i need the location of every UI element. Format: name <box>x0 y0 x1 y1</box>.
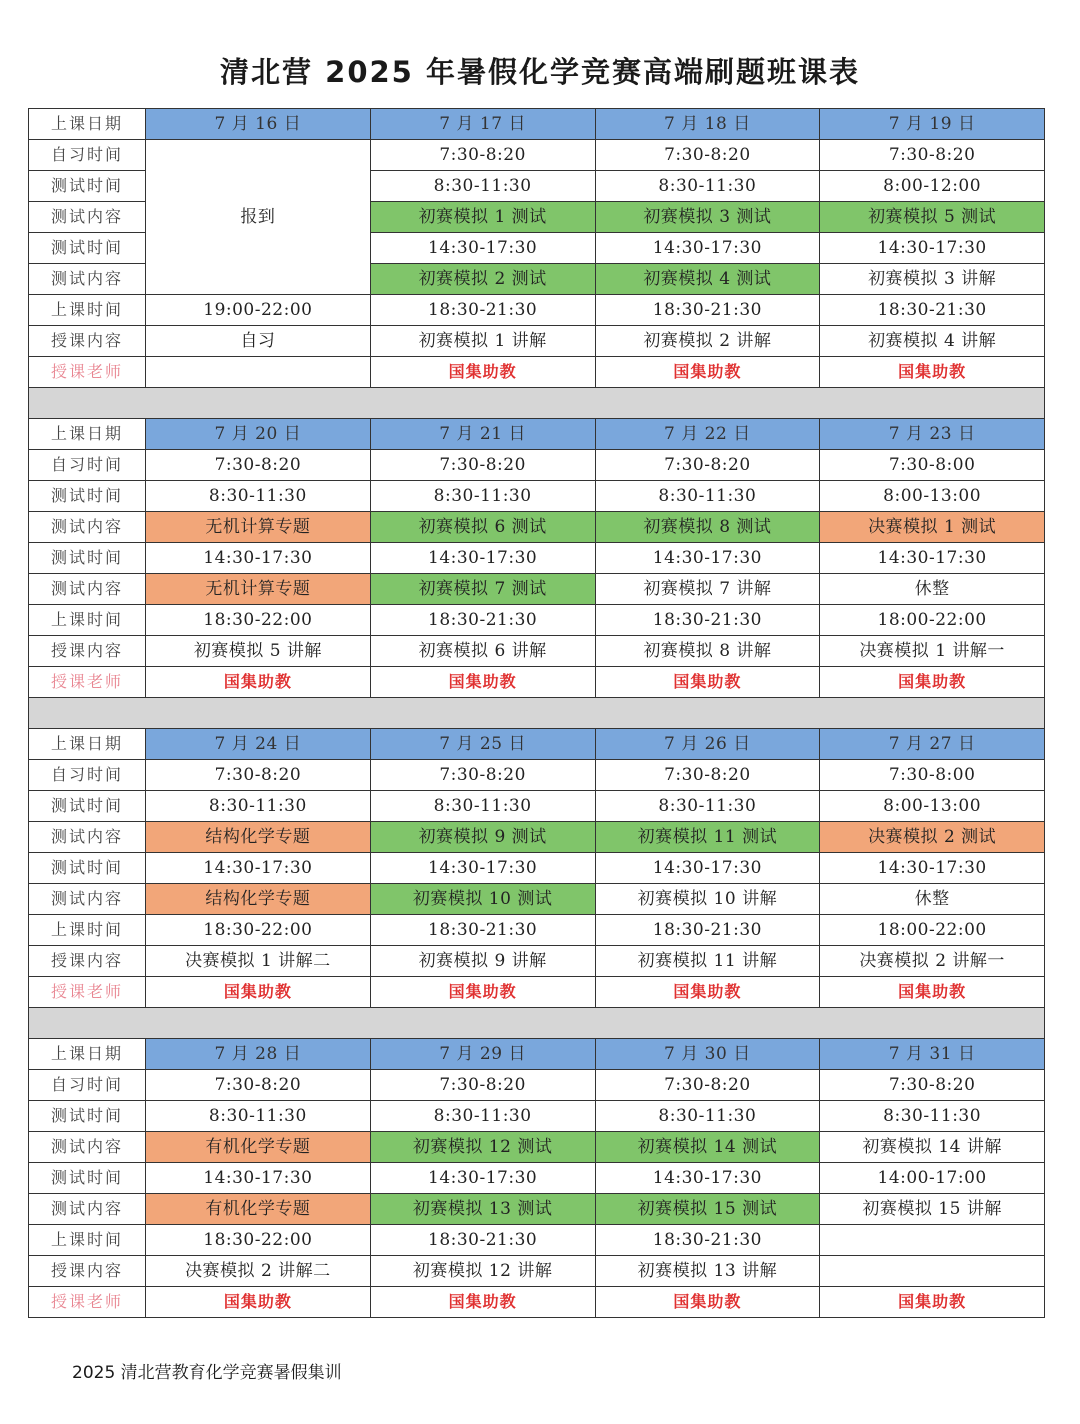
row-label: 测试时间 <box>29 171 146 202</box>
schedule-row <box>29 853 1045 884</box>
row-label: 测试内容 <box>29 264 146 295</box>
schedule-cell: 18:30-21:30 <box>820 295 1045 326</box>
row-label: 测试时间 <box>29 543 146 574</box>
teacher-cell: 国集助教 <box>146 667 371 698</box>
schedule-cell: 8:00-13:00 <box>820 791 1045 822</box>
schedule-cell: 8:30-11:30 <box>146 791 371 822</box>
row-label: 自习时间 <box>29 760 146 791</box>
schedule-row <box>29 543 1045 574</box>
schedule-cell: 初赛模拟 13 讲解 <box>595 1256 820 1287</box>
schedule-cell: 有机化学专题 <box>146 1132 371 1163</box>
schedule-cell: 初赛模拟 12 测试 <box>370 1132 595 1163</box>
row-label: 上课时间 <box>29 295 146 326</box>
schedule-cell: 14:00-17:00 <box>820 1163 1045 1194</box>
schedule-cell: 初赛模拟 15 测试 <box>595 1194 820 1225</box>
schedule-cell: 14:30-17:30 <box>820 233 1045 264</box>
teacher-cell: 国集助教 <box>820 977 1045 1008</box>
schedule-cell: 7:30-8:20 <box>370 450 595 481</box>
date-header: 7 月 24 日 <box>146 729 371 760</box>
row-label: 测试内容 <box>29 202 146 233</box>
row-label: 上课日期 <box>29 1039 146 1070</box>
teacher-cell: 国集助教 <box>370 357 595 388</box>
schedule-cell: 初赛模拟 10 测试 <box>370 884 595 915</box>
date-header: 7 月 16 日 <box>146 109 371 140</box>
schedule-row <box>29 822 1045 853</box>
schedule-cell: 18:30-22:00 <box>146 1225 371 1256</box>
schedule-row <box>29 915 1045 946</box>
teacher-cell: 国集助教 <box>820 357 1045 388</box>
date-header: 7 月 27 日 <box>820 729 1045 760</box>
schedule-cell: 7:30-8:20 <box>146 760 371 791</box>
date-header: 7 月 20 日 <box>146 419 371 450</box>
schedule-cell: 初赛模拟 3 讲解 <box>820 264 1045 295</box>
date-header: 7 月 19 日 <box>820 109 1045 140</box>
row-label: 授课老师 <box>29 977 146 1008</box>
schedule-cell: 14:30-17:30 <box>595 543 820 574</box>
schedule-cell: 决赛模拟 1 测试 <box>820 512 1045 543</box>
week-separator <box>29 698 1045 729</box>
schedule-cell: 休整 <box>820 574 1045 605</box>
schedule-cell: 19:00-22:00 <box>146 295 371 326</box>
teacher-cell: 国集助教 <box>820 1287 1045 1318</box>
schedule-cell: 14:30-17:30 <box>370 233 595 264</box>
schedule-cell: 18:30-21:30 <box>595 915 820 946</box>
schedule-row <box>29 1101 1045 1132</box>
row-label: 授课老师 <box>29 357 146 388</box>
footer-text: 2025 清北营教育化学竞赛暑假集训 <box>72 1363 342 1383</box>
schedule-cell: 7:30-8:20 <box>595 1070 820 1101</box>
schedule-cell: 8:30-11:30 <box>820 1101 1045 1132</box>
row-label: 测试时间 <box>29 853 146 884</box>
schedule-cell: 18:30-21:30 <box>370 605 595 636</box>
schedule-row <box>29 1132 1045 1163</box>
schedule-cell: 初赛模拟 5 讲解 <box>146 636 371 667</box>
row-label: 自习时间 <box>29 450 146 481</box>
schedule-cell: 结构化学专题 <box>146 884 371 915</box>
schedule-cell: 8:30-11:30 <box>595 171 820 202</box>
schedule-cell: 决赛模拟 1 讲解二 <box>146 946 371 977</box>
date-row <box>29 109 1045 140</box>
schedule-cell: 初赛模拟 1 测试 <box>370 202 595 233</box>
schedule-cell: 初赛模拟 13 测试 <box>370 1194 595 1225</box>
schedule-cell: 7:30-8:20 <box>595 760 820 791</box>
schedule-cell: 18:30-21:30 <box>370 295 595 326</box>
schedule-cell: 有机化学专题 <box>146 1194 371 1225</box>
row-label: 测试时间 <box>29 1163 146 1194</box>
schedule-cell: 8:30-11:30 <box>146 1101 371 1132</box>
row-label: 上课日期 <box>29 729 146 760</box>
schedule-row <box>29 605 1045 636</box>
schedule-cell: 7:30-8:20 <box>820 140 1045 171</box>
schedule-row <box>29 481 1045 512</box>
schedule-row <box>29 140 1045 171</box>
row-label: 授课内容 <box>29 636 146 667</box>
schedule-cell: 初赛模拟 14 讲解 <box>820 1132 1045 1163</box>
schedule-cell: 18:30-22:00 <box>146 605 371 636</box>
schedule-row <box>29 1070 1045 1101</box>
schedule-row <box>29 1163 1045 1194</box>
schedule-cell: 7:30-8:20 <box>370 760 595 791</box>
schedule-cell: 决赛模拟 2 讲解二 <box>146 1256 371 1287</box>
schedule-cell: 14:30-17:30 <box>146 853 371 884</box>
schedule-cell: 初赛模拟 2 讲解 <box>595 326 820 357</box>
row-label: 自习时间 <box>29 140 146 171</box>
row-label: 测试时间 <box>29 791 146 822</box>
row-label: 测试时间 <box>29 233 146 264</box>
date-header: 7 月 21 日 <box>370 419 595 450</box>
schedule-row <box>29 667 1045 698</box>
schedule-cell: 自习 <box>146 326 371 357</box>
schedule-cell: 初赛模拟 6 测试 <box>370 512 595 543</box>
schedule-cell: 18:30-21:30 <box>595 605 820 636</box>
row-label: 上课日期 <box>29 109 146 140</box>
schedule-cell: 18:00-22:00 <box>820 605 1045 636</box>
date-row <box>29 729 1045 760</box>
schedule-cell: 无机计算专题 <box>146 512 371 543</box>
row-label: 授课内容 <box>29 1256 146 1287</box>
page-title: 清北营 2025 年暑假化学竞赛高端刷题班课表 <box>220 55 860 89</box>
date-header: 7 月 30 日 <box>595 1039 820 1070</box>
teacher-cell: 国集助教 <box>370 1287 595 1318</box>
schedule-cell: 决赛模拟 1 讲解一 <box>820 636 1045 667</box>
row-label: 上课时间 <box>29 605 146 636</box>
row-label: 测试内容 <box>29 1194 146 1225</box>
row-label: 授课内容 <box>29 946 146 977</box>
schedule-cell: 7:30-8:20 <box>595 140 820 171</box>
row-label: 上课日期 <box>29 419 146 450</box>
row-label: 测试时间 <box>29 481 146 512</box>
separator-cell <box>29 698 1045 729</box>
schedule-cell: 初赛模拟 9 测试 <box>370 822 595 853</box>
schedule-cell: 7:30-8:20 <box>370 140 595 171</box>
schedule-cell: 无机计算专题 <box>146 574 371 605</box>
row-label: 授课老师 <box>29 667 146 698</box>
schedule-cell: 8:30-11:30 <box>370 791 595 822</box>
schedule-cell: 14:30-17:30 <box>146 543 371 574</box>
date-header: 7 月 17 日 <box>370 109 595 140</box>
schedule-row <box>29 1225 1045 1256</box>
schedule-row <box>29 636 1045 667</box>
schedule-cell: 7:30-8:00 <box>820 450 1045 481</box>
schedule-cell: 初赛模拟 5 测试 <box>820 202 1045 233</box>
schedule-cell: 8:00-12:00 <box>820 171 1045 202</box>
date-header: 7 月 23 日 <box>820 419 1045 450</box>
schedule-cell: 14:30-17:30 <box>820 853 1045 884</box>
schedule-cell: 初赛模拟 7 测试 <box>370 574 595 605</box>
schedule-cell: 14:30-17:30 <box>370 543 595 574</box>
schedule-cell: 14:30-17:30 <box>595 1163 820 1194</box>
schedule-cell: 初赛模拟 9 讲解 <box>370 946 595 977</box>
schedule-cell: 8:30-11:30 <box>595 481 820 512</box>
schedule-cell: 8:30-11:30 <box>146 481 371 512</box>
week-separator <box>29 388 1045 419</box>
schedule-cell: 7:30-8:20 <box>820 1070 1045 1101</box>
schedule-row <box>29 1256 1045 1287</box>
schedule-row <box>29 450 1045 481</box>
date-header: 7 月 28 日 <box>146 1039 371 1070</box>
row-label: 测试内容 <box>29 884 146 915</box>
schedule-cell: 7:30-8:20 <box>370 1070 595 1101</box>
schedule-cell: 初赛模拟 4 测试 <box>595 264 820 295</box>
schedule-cell: 决赛模拟 2 测试 <box>820 822 1045 853</box>
schedule-row <box>29 1287 1045 1318</box>
date-header: 7 月 31 日 <box>820 1039 1045 1070</box>
teacher-cell: 国集助教 <box>146 1287 371 1318</box>
row-label: 授课内容 <box>29 326 146 357</box>
schedule-row <box>29 946 1045 977</box>
schedule-row <box>29 357 1045 388</box>
date-header: 7 月 29 日 <box>370 1039 595 1070</box>
schedule-row <box>29 977 1045 1008</box>
schedule-cell: 初赛模拟 6 讲解 <box>370 636 595 667</box>
schedule-cell: 18:30-21:30 <box>370 915 595 946</box>
week-separator <box>29 1008 1045 1039</box>
row-label: 测试内容 <box>29 574 146 605</box>
schedule-table <box>28 108 1045 1318</box>
schedule-cell: 18:30-21:30 <box>370 1225 595 1256</box>
schedule-cell: 初赛模拟 10 讲解 <box>595 884 820 915</box>
row-label: 测试内容 <box>29 822 146 853</box>
schedule-cell <box>820 1225 1045 1256</box>
schedule-cell: 初赛模拟 7 讲解 <box>595 574 820 605</box>
schedule-cell: 8:30-11:30 <box>595 791 820 822</box>
check-in-cell: 报到 <box>146 140 371 295</box>
schedule-cell: 14:30-17:30 <box>146 1163 371 1194</box>
date-header: 7 月 26 日 <box>595 729 820 760</box>
schedule-row <box>29 791 1045 822</box>
schedule-cell: 初赛模拟 8 讲解 <box>595 636 820 667</box>
schedule-cell: 7:30-8:20 <box>146 450 371 481</box>
schedule-cell: 初赛模拟 14 测试 <box>595 1132 820 1163</box>
schedule-cell: 14:30-17:30 <box>370 853 595 884</box>
date-header: 7 月 22 日 <box>595 419 820 450</box>
row-label: 自习时间 <box>29 1070 146 1101</box>
date-header: 7 月 18 日 <box>595 109 820 140</box>
schedule-row <box>29 760 1045 791</box>
schedule-cell: 14:30-17:30 <box>595 233 820 264</box>
row-label: 授课老师 <box>29 1287 146 1318</box>
teacher-cell <box>146 357 371 388</box>
teacher-cell: 国集助教 <box>820 667 1045 698</box>
date-header: 7 月 25 日 <box>370 729 595 760</box>
schedule-cell: 14:30-17:30 <box>820 543 1045 574</box>
schedule-row <box>29 884 1045 915</box>
schedule-cell: 初赛模拟 4 讲解 <box>820 326 1045 357</box>
teacher-cell: 国集助教 <box>595 357 820 388</box>
schedule-cell: 14:30-17:30 <box>595 853 820 884</box>
schedule-cell: 8:30-11:30 <box>370 481 595 512</box>
schedule-cell: 初赛模拟 15 讲解 <box>820 1194 1045 1225</box>
row-label: 上课时间 <box>29 915 146 946</box>
schedule-cell: 8:30-11:30 <box>370 171 595 202</box>
schedule-cell: 休整 <box>820 884 1045 915</box>
schedule-row <box>29 574 1045 605</box>
schedule-cell: 8:30-11:30 <box>370 1101 595 1132</box>
schedule-cell: 18:30-22:00 <box>146 915 371 946</box>
schedule-row <box>29 512 1045 543</box>
row-label: 测试时间 <box>29 1101 146 1132</box>
schedule-cell: 结构化学专题 <box>146 822 371 853</box>
schedule-cell: 初赛模拟 2 测试 <box>370 264 595 295</box>
schedule-cell: 18:30-21:30 <box>595 1225 820 1256</box>
teacher-cell: 国集助教 <box>370 667 595 698</box>
schedule-cell: 18:30-21:30 <box>595 295 820 326</box>
schedule-cell: 决赛模拟 2 讲解一 <box>820 946 1045 977</box>
schedule-cell: 初赛模拟 1 讲解 <box>370 326 595 357</box>
schedule-cell: 7:30-8:00 <box>820 760 1045 791</box>
schedule-cell: 初赛模拟 8 测试 <box>595 512 820 543</box>
teacher-cell: 国集助教 <box>370 977 595 1008</box>
teacher-cell: 国集助教 <box>146 977 371 1008</box>
date-row <box>29 1039 1045 1070</box>
row-label: 测试内容 <box>29 1132 146 1163</box>
row-label: 上课时间 <box>29 1225 146 1256</box>
schedule-cell: 18:00-22:00 <box>820 915 1045 946</box>
teacher-cell: 国集助教 <box>595 977 820 1008</box>
separator-cell <box>29 388 1045 419</box>
schedule-cell: 初赛模拟 12 讲解 <box>370 1256 595 1287</box>
schedule-cell: 8:00-13:00 <box>820 481 1045 512</box>
schedule-row <box>29 295 1045 326</box>
schedule-cell <box>820 1256 1045 1287</box>
schedule-cell: 7:30-8:20 <box>146 1070 371 1101</box>
row-label: 测试内容 <box>29 512 146 543</box>
schedule-cell: 初赛模拟 11 讲解 <box>595 946 820 977</box>
schedule-row <box>29 326 1045 357</box>
teacher-cell: 国集助教 <box>595 667 820 698</box>
schedule-cell: 初赛模拟 3 测试 <box>595 202 820 233</box>
schedule-cell: 14:30-17:30 <box>370 1163 595 1194</box>
schedule-cell: 8:30-11:30 <box>595 1101 820 1132</box>
schedule-cell: 7:30-8:20 <box>595 450 820 481</box>
separator-cell <box>29 1008 1045 1039</box>
teacher-cell: 国集助教 <box>595 1287 820 1318</box>
date-row <box>29 419 1045 450</box>
schedule-row <box>29 1194 1045 1225</box>
schedule-cell: 初赛模拟 11 测试 <box>595 822 820 853</box>
